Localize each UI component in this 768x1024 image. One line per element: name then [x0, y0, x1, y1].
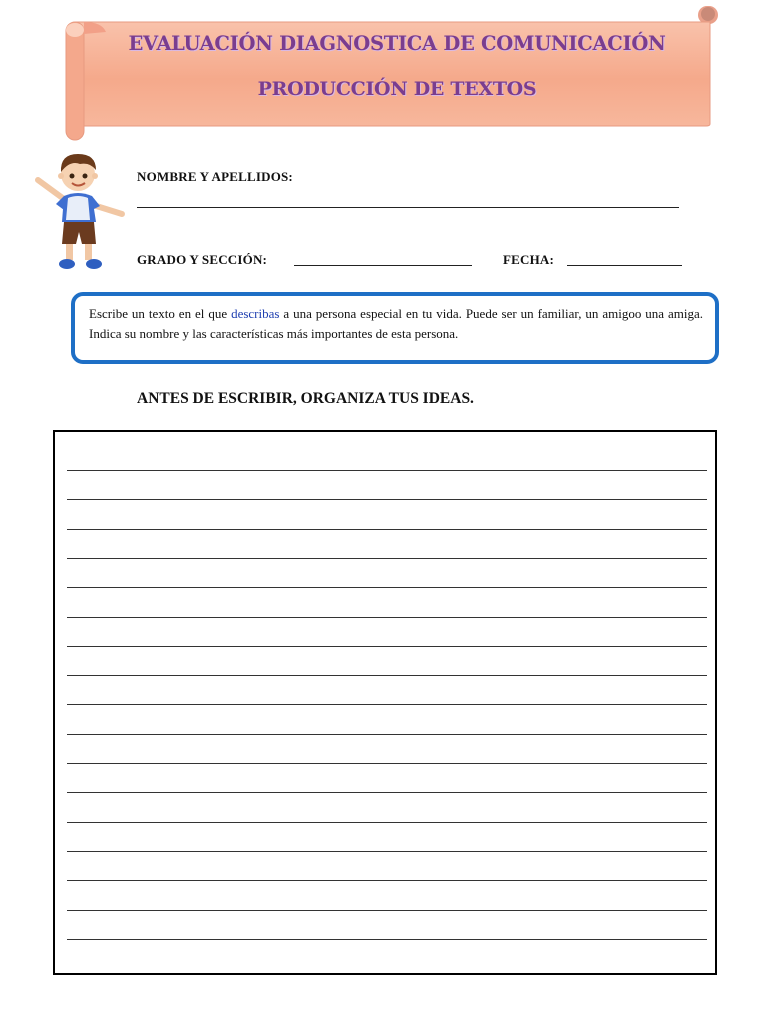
writing-area[interactable]	[53, 430, 717, 975]
writing-line[interactable]	[67, 617, 707, 618]
grade-label: GRADO Y SECCIÓN:	[137, 252, 268, 267]
date-label: FECHA:	[503, 252, 555, 267]
name-answer-line[interactable]	[137, 207, 679, 208]
writing-line[interactable]	[67, 499, 707, 500]
writing-line[interactable]	[67, 675, 707, 676]
banner-subtitle: PRODUCCIÓN DE TEXTOS	[257, 78, 537, 100]
instructions-text	[89, 304, 703, 344]
scroll-banner-shape	[62, 4, 722, 142]
writing-line[interactable]	[67, 851, 707, 852]
writing-line[interactable]	[67, 646, 707, 647]
instructions-text-end: a una persona especial en tu vida. Puede ser un familiar, un amigoo una amiga. Indica su nombre y las características más importantes de esta persona.	[89, 306, 703, 341]
date-answer-line[interactable]	[567, 265, 682, 266]
writing-line[interactable]	[67, 822, 707, 823]
writing-heading: ANTES DE ESCRIBIR, ORGANIZA TUS IDEAS.	[137, 390, 474, 407]
instructions-text-start: Escribe un texto en el que	[89, 306, 232, 321]
writing-line[interactable]	[67, 587, 707, 588]
writing-line[interactable]	[67, 910, 707, 911]
writing-line[interactable]	[67, 470, 707, 471]
writing-line[interactable]	[67, 529, 707, 530]
writing-line[interactable]	[67, 558, 707, 559]
writing-line[interactable]	[67, 792, 707, 793]
name-label: NOMBRE Y APELLIDOS:	[137, 169, 293, 184]
banner-title: EVALUACIÓN DIAGNOSTICA DE COMUNICACIÓN	[128, 32, 666, 55]
writing-line[interactable]	[67, 704, 707, 705]
writing-line[interactable]	[67, 880, 707, 881]
writing-line[interactable]	[67, 734, 707, 735]
writing-line[interactable]	[67, 763, 707, 764]
grade-answer-line[interactable]	[294, 265, 472, 266]
boy-illustration	[30, 148, 130, 276]
title-banner	[62, 4, 722, 142]
instructions-highlight: describas	[231, 306, 280, 321]
writing-line[interactable]	[67, 939, 707, 940]
instructions-box	[71, 292, 719, 364]
